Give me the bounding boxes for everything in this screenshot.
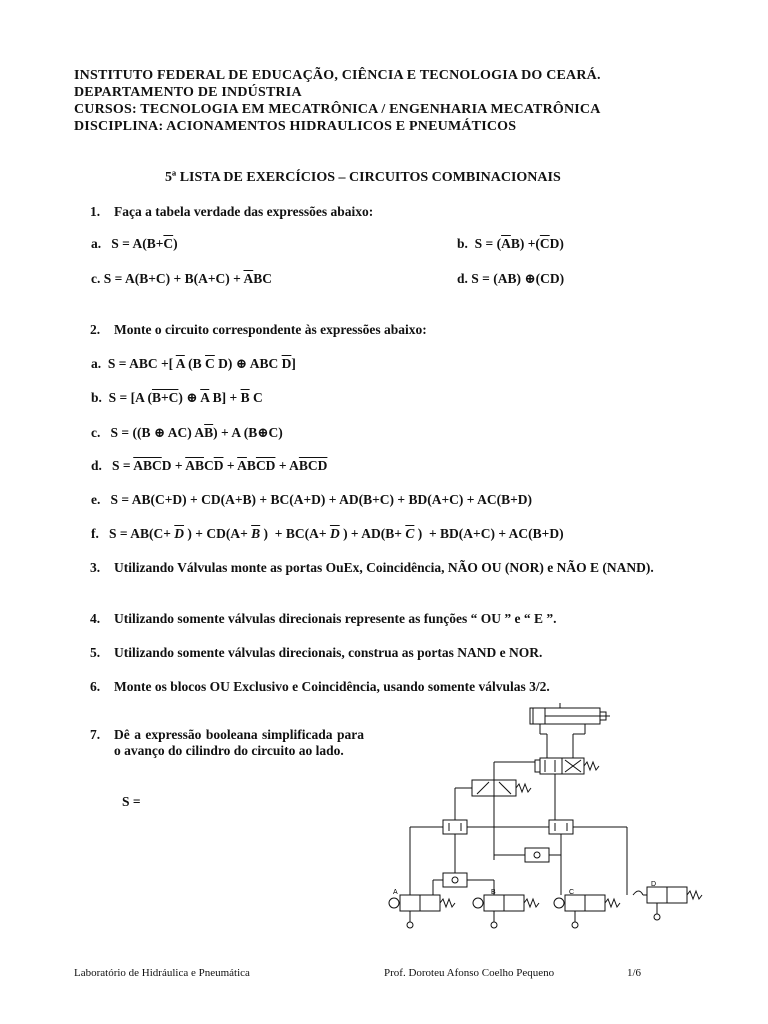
q1-d-expression: d. S = (AB) ⊕(CD) — [457, 271, 565, 286]
q1-c-label: c. — [91, 271, 101, 286]
header-discipline: DISCIPLINA: ACIONAMENTOS HIDRAULICOS E PNEUMÁTICOS — [74, 119, 517, 134]
main-valve-left — [540, 758, 562, 774]
pneumatic-circuit-diagram — [395, 700, 725, 945]
shuttle-valve-3 — [525, 848, 549, 862]
shuttle-valve-1 — [443, 820, 467, 834]
circuit-label-c: C — [569, 889, 575, 896]
q2-c-expression: c. S = ((B ⊕ AC) $A\overline{B}) + A$ (B⊕C) — [91, 425, 283, 440]
q2-f-expression: f. $S = AB(C+ \overline{D}$ ) + $CD(A+ \overline{B}$ ) + $BC(A+ \overline{D}$ ) + $AD(B+ \overline{C}$ ) + BD(A+C) + AC(B+D) — [91, 526, 564, 541]
q1-b-label: b. — [457, 236, 468, 251]
q2-b-expression: b. S = [A (B+C) ⊕ $\overline{A}$ $B] + \overline{B}$ C — [91, 390, 263, 405]
footer-professor: Prof. Doroteu Afonso Coelho Pequeno — [384, 967, 555, 979]
q2-text: Monte o circuito correspondente às expressões abaixo: — [114, 322, 427, 337]
q4-number: 4. — [90, 611, 101, 626]
page-title: 5ª LISTA DE EXERCÍCIOS – CIRCUITOS COMBINACIONAIS — [165, 170, 561, 185]
q7-number: 7. — [90, 727, 101, 742]
header-department: DEPARTAMENTO DE INDÚSTRIA — [74, 85, 302, 100]
q3-number: 3. — [90, 560, 101, 575]
circuit-label-a: A — [393, 889, 398, 896]
footer-page-number: 1/6 — [627, 967, 642, 979]
q6-text: Monte os blocos OU Exclusivo e Coincidência, usando somente válvulas 3/2. — [114, 679, 550, 694]
q1-a-expression: a. $S = A(B+\overline{C})$ — [91, 236, 178, 251]
header-courses: CURSOS: TECNOLOGIA EM MECATRÔNICA / ENGENHARIA MECATRÔNICA — [74, 102, 601, 117]
q1-a-label: a. — [91, 236, 102, 251]
q7-answer: S = — [122, 794, 141, 809]
q2-f-label: f. — [91, 526, 99, 541]
q2-e-label: e. — [91, 492, 101, 507]
circuit-label-b: B — [491, 889, 496, 896]
valve-d — [633, 887, 702, 920]
q5-number: 5. — [90, 645, 101, 660]
q2-b-label: b. — [91, 390, 102, 405]
q6-number: 6. — [90, 679, 101, 694]
q2-c-label: c. — [91, 425, 101, 440]
valve-a — [389, 895, 455, 928]
q2-a-expression: a. S = ABC +[ $\overline{A}$ (B $\overline{C}$ D) ⊕ ABC $\overline{D}$] — [91, 356, 296, 371]
q1-text: Faça a tabela verdade das expressões abaixo: — [114, 204, 374, 219]
q7-text: Dê a expressão booleana simplificada para o avanço do cilindro do circuito ao lado. — [114, 727, 364, 758]
footer-lab: Laboratório de Hidráulica e Pneumática — [74, 967, 250, 979]
q2-number: 2. — [90, 322, 101, 337]
q2-e-expression — [91, 492, 532, 508]
shuttle-valve-4 — [443, 873, 467, 887]
valve-b — [473, 895, 539, 928]
q3-text: Utilizando Válvulas monte as portas OuEx, Coincidência, NÃO OU (NOR) e NÃO E (NAND). — [114, 560, 654, 575]
valve-c — [554, 895, 620, 928]
q2-a-label: a. — [91, 356, 102, 371]
q5-text: Utilizando somente válvulas direcionais, construa as portas NAND e NOR. — [114, 645, 543, 660]
q4-text: Utilizando somente válvulas direcionais represente as funções “ OU ” e “ E ”. — [114, 611, 557, 626]
q2-e-formula: S = AB(C+D) + CD(A+B) + BC(A+D) + AD(B+C) + BD(A+C) + AC(B+D) — [110, 492, 533, 507]
q1-b-expression: b. $S = (\overline{A}B) +(\overline{C}D)$ — [457, 236, 564, 251]
q2-d-label: d. — [91, 458, 102, 473]
shuttle-valve-2 — [549, 820, 573, 834]
header-institution: INSTITUTO FEDERAL DE EDUCAÇÃO, CIÊNCIA E TECNOLOGIA DO CEARÁ. — [74, 68, 601, 83]
circuit-label-d: D — [651, 881, 657, 888]
q2-d-expression: d. $S = \overline{ABC}D + \overline{AB}C\overline{D} + \overline{A}B\overline{CD} + A\overline{BCD}$ — [91, 458, 328, 473]
q1-number: 1. — [90, 204, 101, 219]
q1-d-label: d. — [457, 271, 468, 286]
q1-c-expression: c. $S = A(B+C) + B(A+C) + \overline{A}BC$ — [91, 271, 272, 286]
